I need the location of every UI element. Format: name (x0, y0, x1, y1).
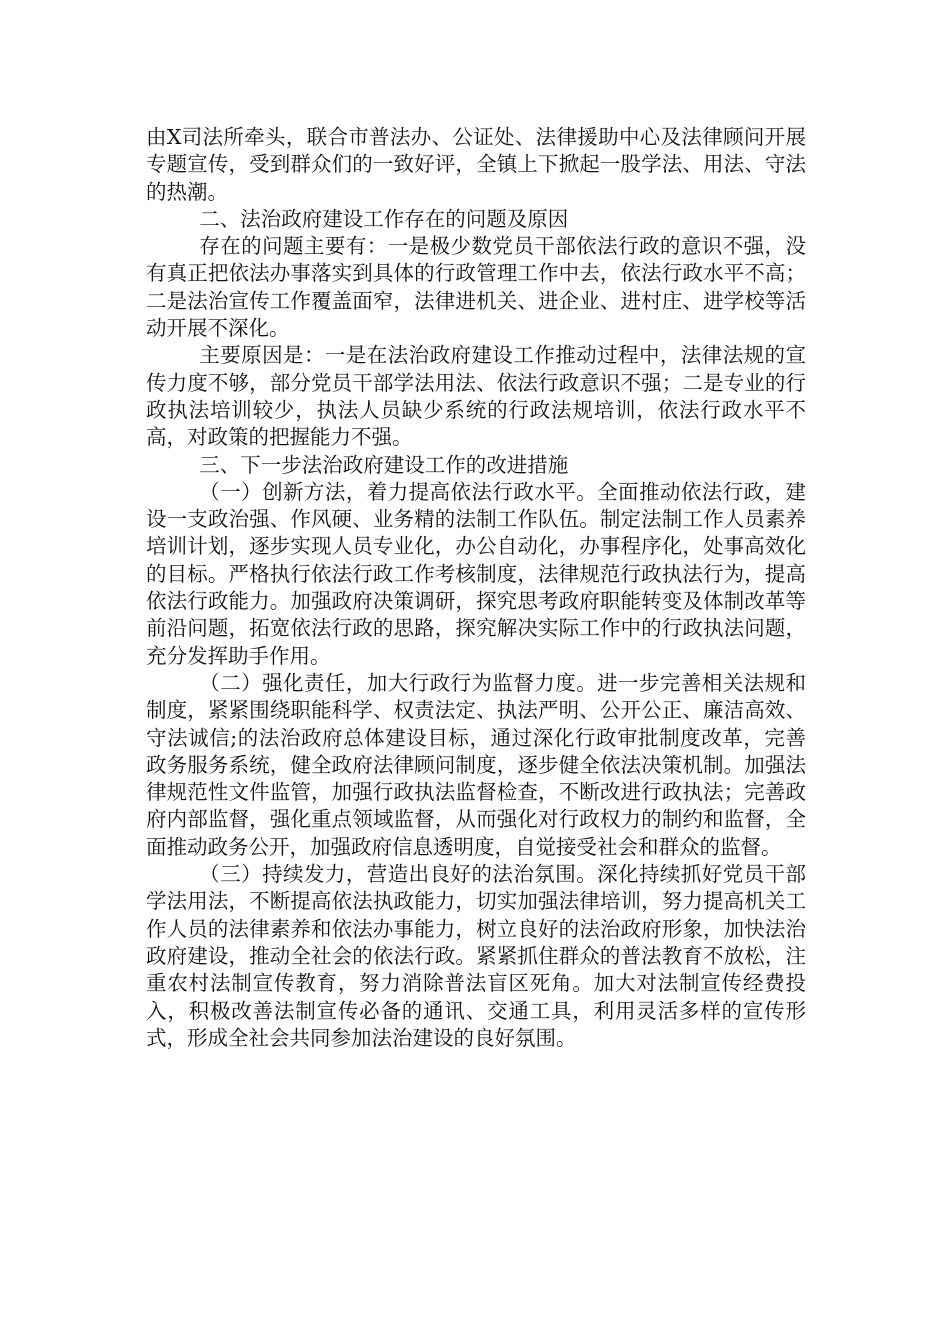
document-body (146, 124, 806, 1052)
section-heading-2: 二、法治政府建设工作存在的问题及原因 (199, 206, 569, 231)
paragraph-measure-3: （三）持续发力，营造出良好的法治氛围。深化持续抓好党员干部学法用法，不断提高依法执政能力，切实加强法律培训，努力提高机关工作人员的法律素养和依法办事能力，树立良好的法治政府形象，加快法治政府建设，推动全社会的依法行政。紧紧抓住群众的普法教育不放松，注重农村法制宣传教育，努力消除普法盲区死角。加大对法制宣传经费投入，积极改善法制宣传必备的通讯、交通工具，利用灵活多样的宣传形式，形成全社会共同参加法治建设的良好氛围。 (146, 862, 806, 1050)
paragraph-problems: 存在的问题主要有：一是极少数党员干部依法行政的意识不强，没有真正把依法办事落实到具体的行政管理工作中去，依法行政水平不高；二是法治宣传工作覆盖面窄，法律进机关、进企业、进村庄、进学校等活动开展不深化。 (146, 234, 806, 341)
paragraph-continuation: 由X司法所牵头，联合市普法办、公证处、法律援助中心及法律顾问开展专题宣传，受到群众们的一致好评，全镇上下掀起一股学法、用法、守法的热潮。 (146, 125, 806, 204)
paragraph-causes: 主要原因是：一是在法治政府建设工作推动过程中，法律法规的宣传力度不够，部分党员干部学法用法、依法行政意识不强；二是专业的行政执法培训较少，执法人员缺少系统的行政法规培训，依法行政水平不高，对政策的把握能力不强。 (146, 343, 806, 450)
paragraph-measure-1: （一）创新方法，着力提高依法行政水平。全面推动依法行政，建设一支政治强、作风硬、业务精的法制工作队伍。制定法制工作人员素养培训计划，逐步实现人员专业化，办公自动化，办事程序化，处事高效化的目标。严格执行依法行政工作考核制度，法律规范行政执法行为，提高依法行政能力。加强政府决策调研，探究思考政府职能转变及体制改革等前沿问题，拓宽依法行政的思路，探究解决实际工作中的行政执法问题，充分发挥助手作用。 (146, 479, 806, 668)
section-heading-3: 三、下一步法治政府建设工作的改进措施 (199, 452, 569, 477)
paragraph-measure-2: （二）强化责任，加大行政行为监督力度。进一步完善相关法规和制度，紧紧围绕职能科学、权责法定、执法严明、公开公正、廉洁高效、守法诚信;的法治政府总体建设目标，通过深化行政审批制度改革，完善政务服务系统，健全政府法律顾问制度，逐步健全依法决策机制。加强法律规范性文件监管，加强行政执法监督检查，不断改进行政执法；完善政府内部监督，强化重点领域监督，从而强化对行政权力的制约和监督，全面推动政务公开，加强政府信息透明度，自觉接受社会和群众的监督。 (146, 670, 806, 859)
